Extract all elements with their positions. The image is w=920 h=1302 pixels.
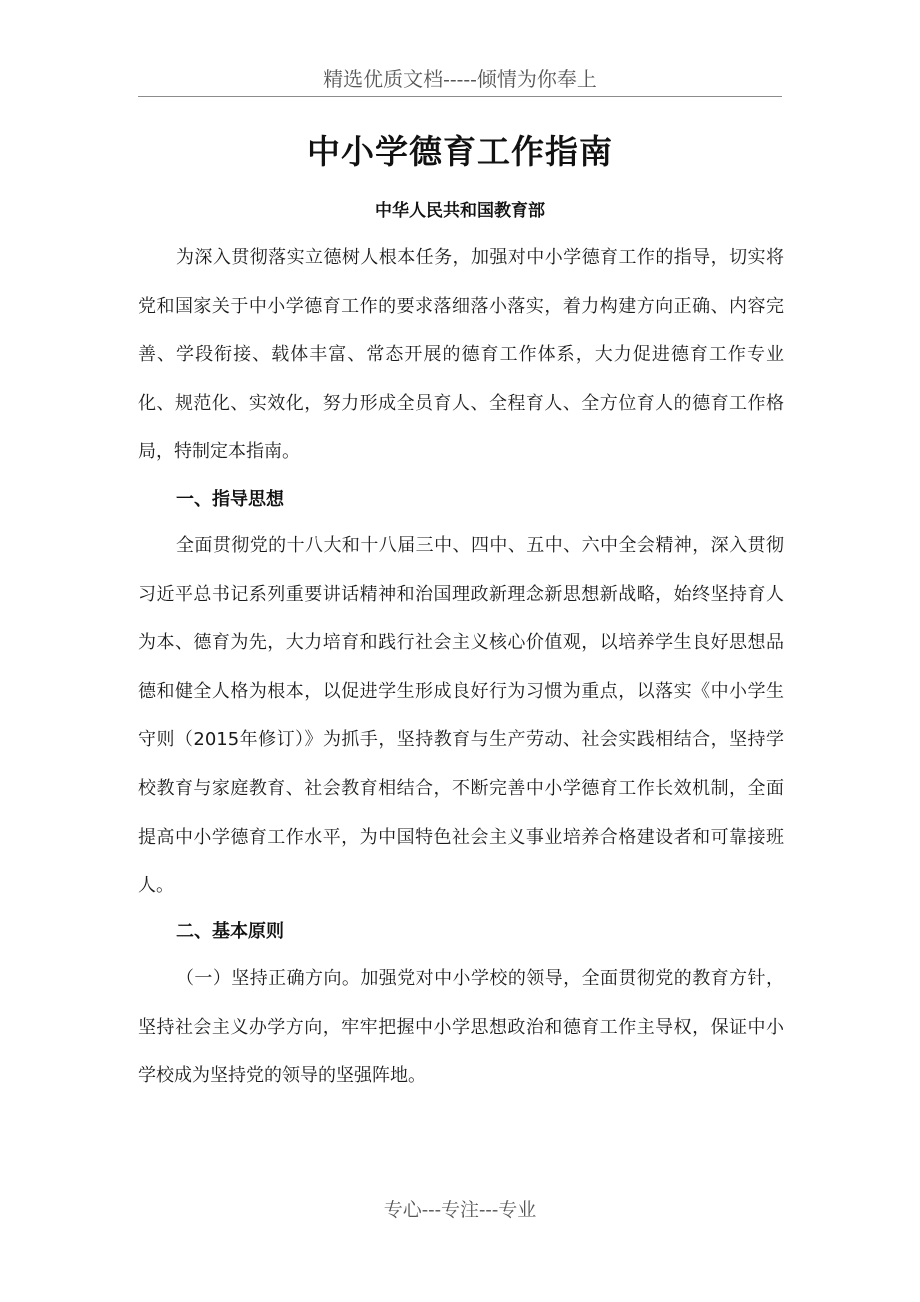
- page-header: 精选优质文档-----倾情为你奉上: [138, 62, 782, 97]
- section-heading-guiding-ideology: 一、指导思想: [176, 489, 284, 510]
- intro-paragraph: 为深入贯彻落实立德树人根本任务，加强对中小学德育工作的指导，切实将党和国家关于中小学德育工作的要求落细落小落实，着力构建方向正确、内容完善、学段衔接、载体丰富、常态开展的德育工作体系，大力促进德育工作专业化、规范化、实效化，努力形成全员育人、全程育人、全方位育人的德育工作格局，特制定本指南。: [138, 247, 784, 463]
- section-heading-basic-principles: 二、基本原则: [176, 921, 284, 942]
- section-paragraph-basic-principles: （一）坚持正确方向。加强党对中小学校的领导，全面贯彻党的教育方针，坚持社会主义办学方向，牢牢把握中小学思想政治和德育工作主导权，保证中小学校成为坚持党的领导的坚强阵地。: [138, 968, 784, 1087]
- document-subtitle: 中华人民共和国教育部: [375, 201, 545, 221]
- document-title: 中小学德育工作指南: [307, 132, 613, 171]
- page-footer: 专心---专注---专业: [383, 1199, 537, 1221]
- section-paragraph-guiding-ideology: 全面贯彻党的十八大和十八届三中、四中、五中、六中全会精神，深入贯彻习近平总书记系列重要讲话精神和治国理政新理念新思想新战略，始终坚持育人为本、德育为先，大力培育和践行社会主义核心价值观，以培养学生良好思想品德和健全人格为根本，以促进学生形成良好行为习惯为重点，以落实《中小学生守则（2015年修订）》为抓手，坚持教育与生产劳动、社会实践相结合，坚持学校教育与家庭教育、社会教育相结合，不断完善中小学德育工作长效机制，全面提高中小学德育工作水平，为中国特色社会主义事业培养合格建设者和可靠接班人。: [138, 535, 784, 897]
